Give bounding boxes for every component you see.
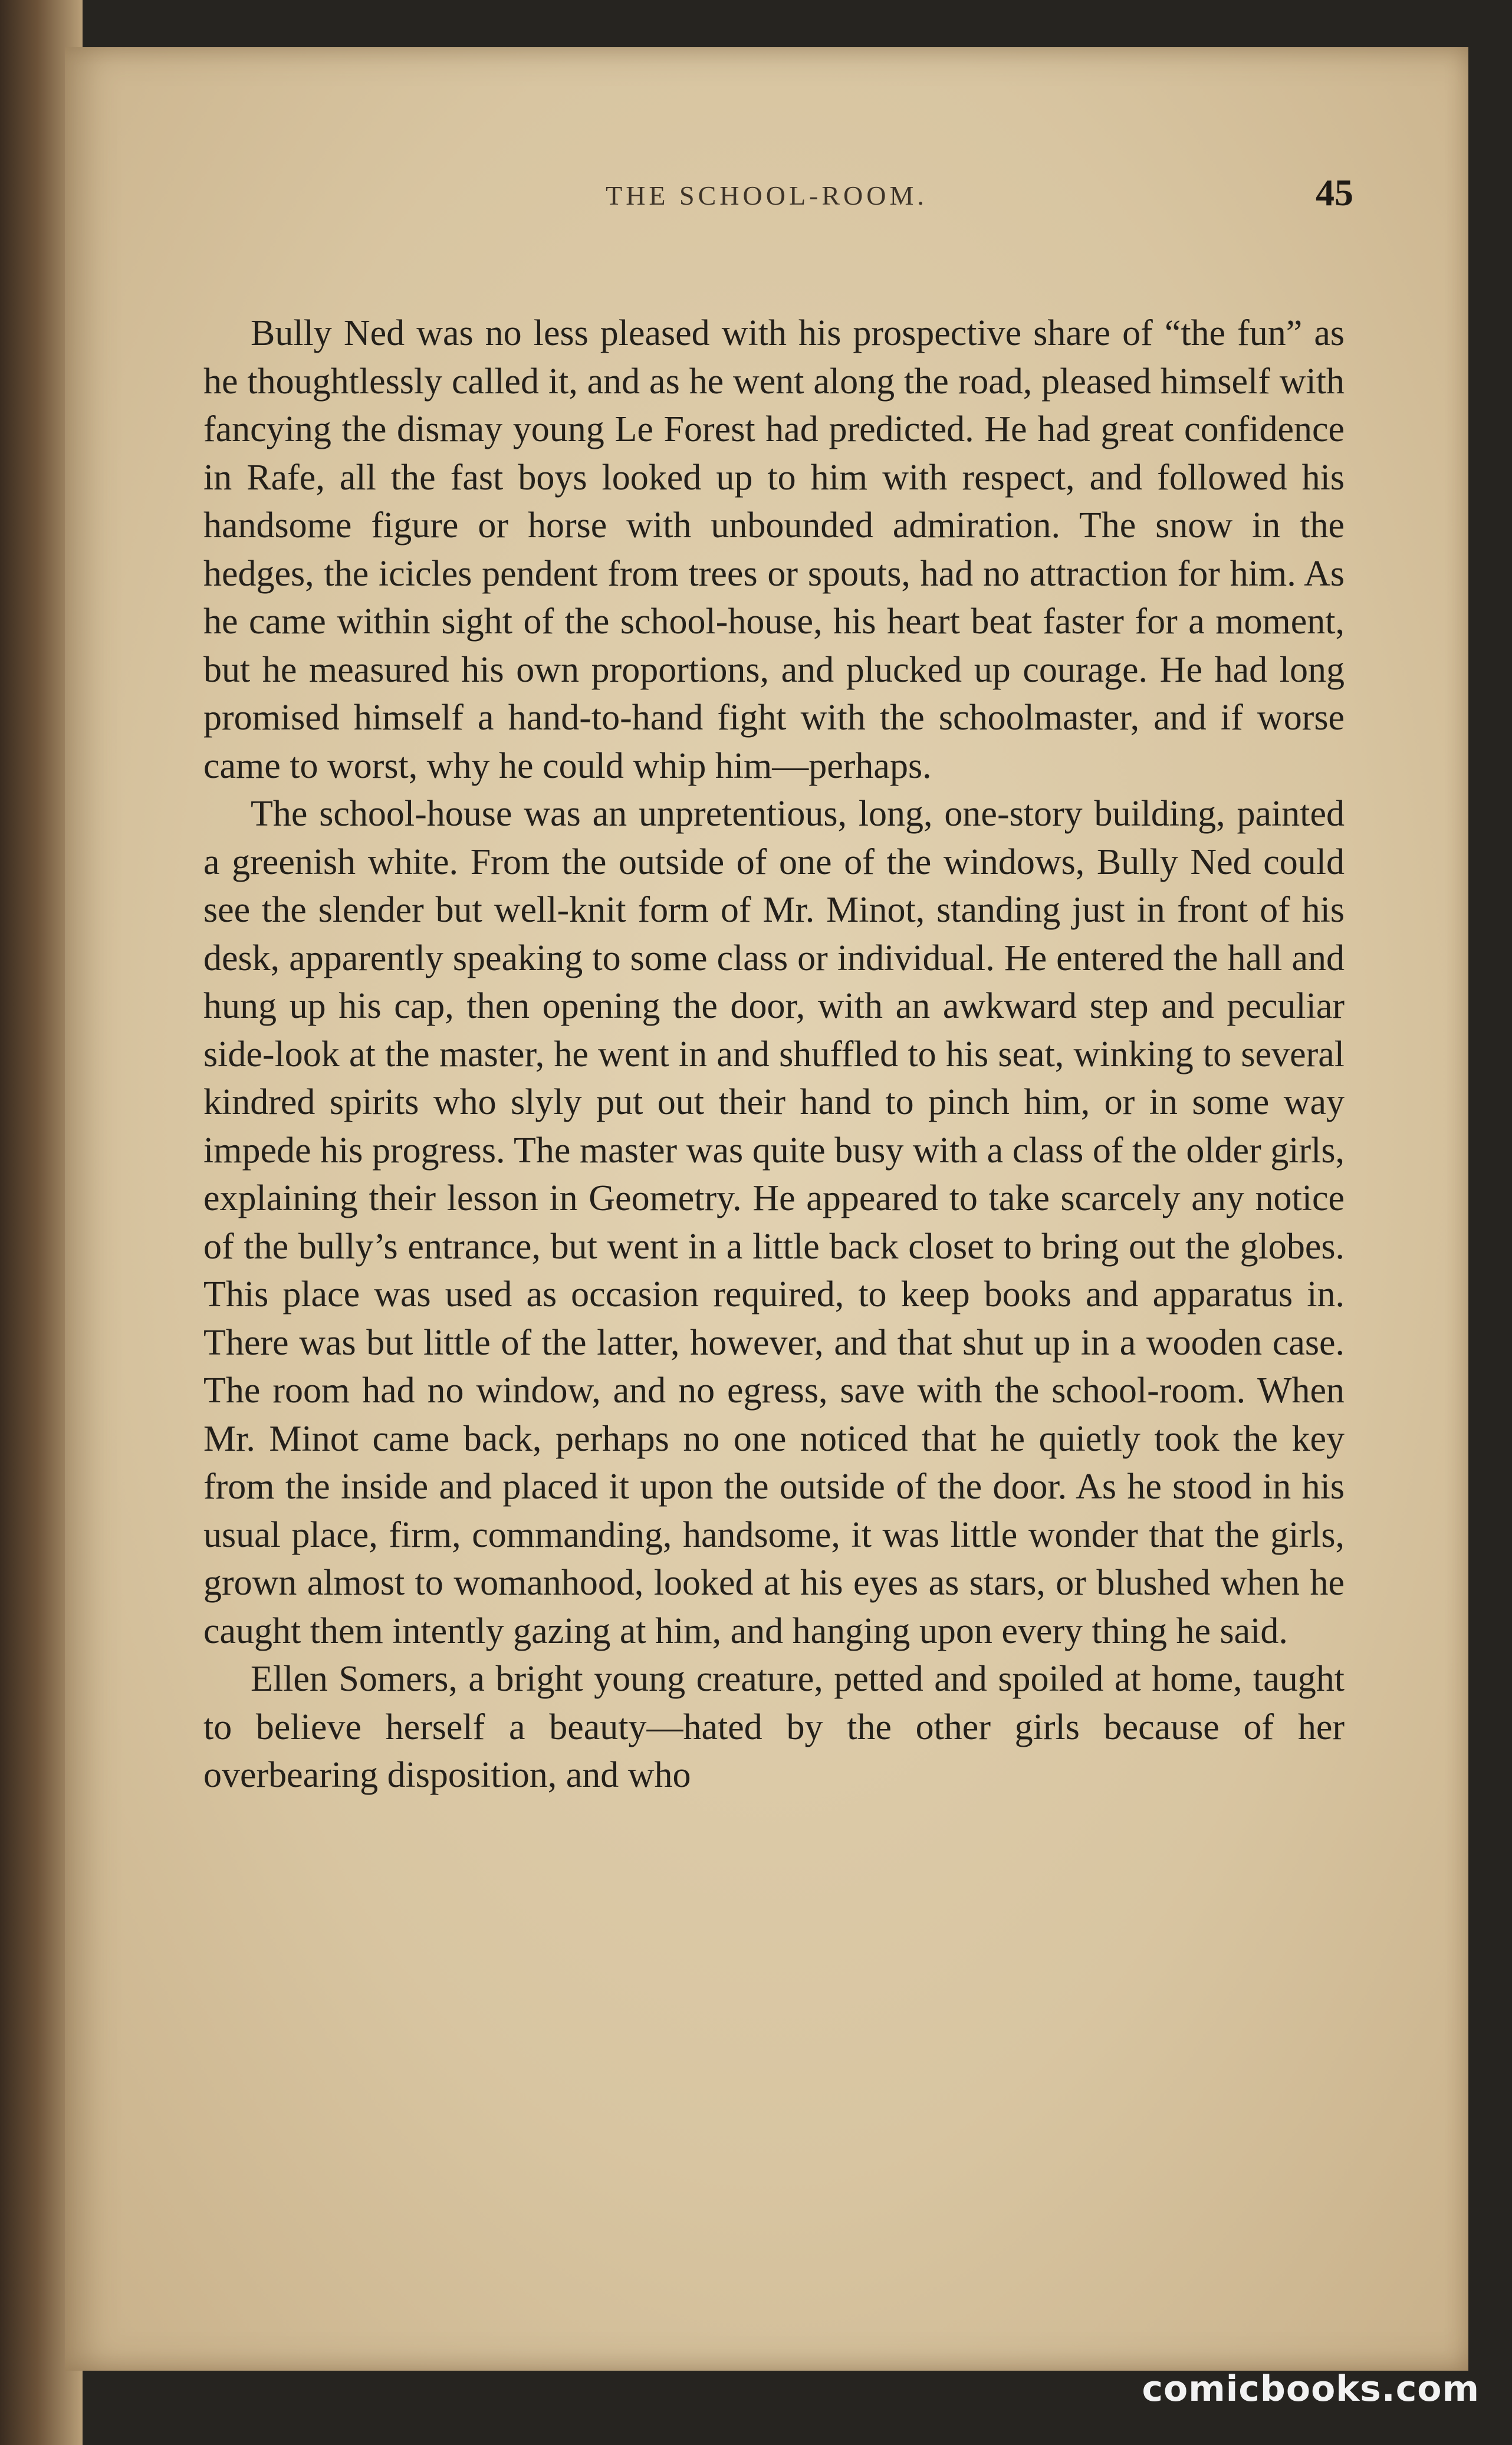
running-head: THE SCHOOL-ROOM. [606, 180, 928, 211]
book-page [65, 47, 1468, 2371]
paragraph-1: Bully Ned was no less pleased with his prospective share of “the fun” as he thoughtlessly called it, and as he went along the road, pleased himself with fancying the dismay young Le Forest had predicted. He had great confidence in Rafe, all the fast boys looked up to him with respect, and followed his handsome figure or horse with unbounded admiration. The snow in the hedges, the icicles pendent from trees or spouts, had no attraction for him. As he came within sight of the school-house, his heart beat faster for a moment, but he measured his own proportions, and plucked up courage. He had long promised himself a hand-to-hand fight with the schoolmaster, and if worse came to worst, why he could whip him—perhaps. [203, 313, 1345, 786]
body-text [203, 310, 1345, 1800]
paragraph-3: Ellen Somers, a bright young creature, petted and spoiled at home, taught to believe herself a beauty—hated by the other girls because of her overbearing disposition, and who [203, 1659, 1345, 1795]
watermark: comicbooks.com [1142, 2368, 1480, 2410]
page-number: 45 [1316, 172, 1353, 213]
paragraph-2: The school-house was an unpretentious, long, one-story building, painted a greenish white. From the outside of one of the windows, Bully Ned could see the slender but well-knit form of Mr. Minot, standing just in front of his desk, apparently speaking to some class or individual. He entered the hall and hung up his cap, then opening the door, with an awkward step and peculiar side-look at the master, he went in and shuffled to his seat, winking to several kindred spirits who slyly put out their hand to pinch him, or in some way impede his progress. The master was quite busy with a class of the older girls, explaining their lesson in Geometry. He appeared to take scarcely any notice of the bully’s entrance, but went in a little back closet to bring out the globes. This place was used as occasion required, to keep books and apparatus in. There was but little of the latter, however, and that shut up in a wooden case. The room had no window, and no egress, save with the school-room. When Mr. Minot came back, perhaps no one noticed that he quietly took the key from the inside and placed it upon the outside of the door. As he stood in his usual place, firm, commanding, handsome, it was little wonder that the girls, grown almost to womanhood, looked at his eyes as stars, or blushed when he caught them intently gazing at him, and hanging upon every thing he said. [203, 794, 1345, 1651]
